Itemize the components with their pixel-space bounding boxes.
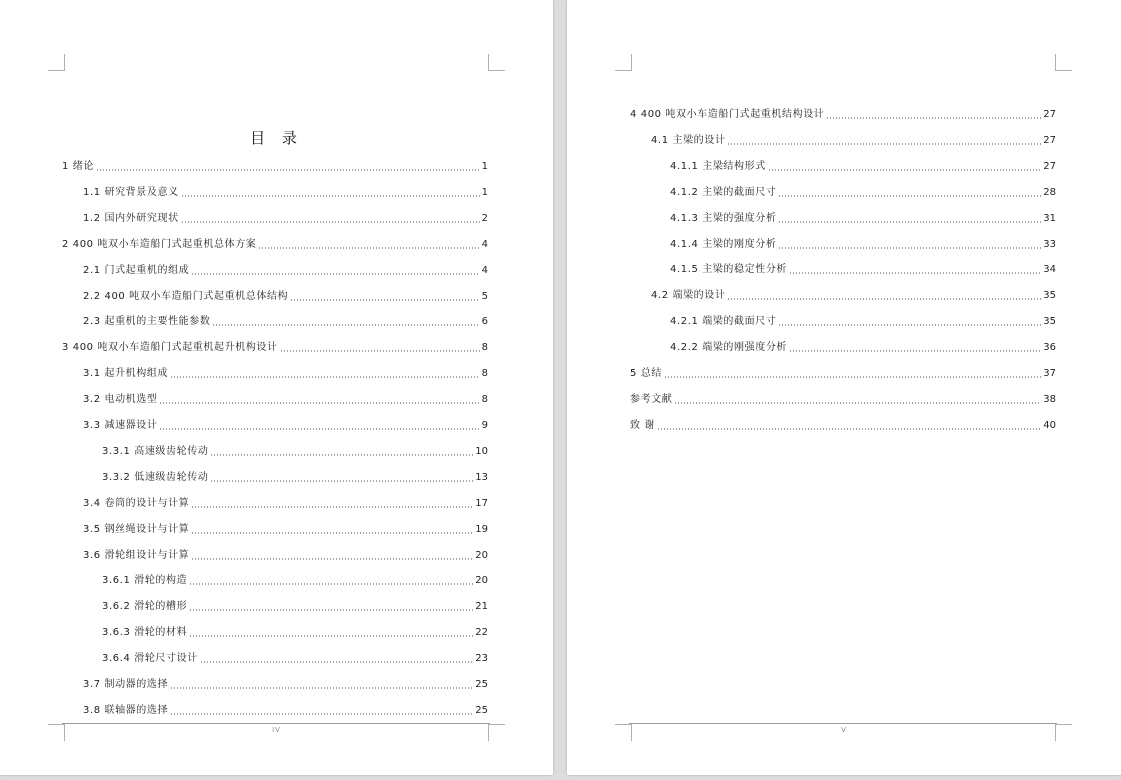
toc-leader-dots <box>189 635 473 637</box>
toc-leader-dots <box>778 324 1041 326</box>
toc-entry-label: 1 绪论 <box>62 161 94 172</box>
toc-entry[interactable] <box>102 445 488 459</box>
toc-entry[interactable] <box>62 238 488 252</box>
toc-entry-label: 4.1 主梁的设计 <box>651 134 726 146</box>
toc-entry[interactable] <box>83 290 488 304</box>
toc-entry-page: 22 <box>475 627 488 639</box>
toc-entry-label: 1.2 国内外研究现状 <box>83 212 179 224</box>
toc-entry[interactable] <box>630 367 1056 381</box>
toc-entry-page: 10 <box>475 445 488 457</box>
toc-leader-dots <box>210 454 473 456</box>
toc-entry-label: 参考文献 <box>630 393 673 405</box>
toc-entry-page: 35 <box>1043 290 1056 302</box>
toc-entry[interactable] <box>670 186 1056 200</box>
toc-leader-dots <box>191 273 479 275</box>
toc-entry[interactable] <box>83 393 488 407</box>
toc-entry-label: 4.1.5 主梁的稳定性分析 <box>670 264 788 276</box>
toc-entry[interactable] <box>670 315 1056 329</box>
toc-entry[interactable] <box>83 678 488 692</box>
toc-entry-page: 1 <box>481 186 488 198</box>
toc-entry[interactable] <box>102 652 488 666</box>
toc-entry[interactable] <box>83 367 488 381</box>
toc-entry-label: 3.6.3 滑轮的材料 <box>102 627 188 639</box>
toc-leader-dots <box>210 480 473 482</box>
toc-leader-dots <box>727 143 1041 145</box>
toc-entry-page: 37 <box>1043 368 1056 379</box>
toc-entry-page: 36 <box>1043 342 1056 354</box>
toc-leader-dots <box>159 428 479 430</box>
toc-entry-page: 27 <box>1043 109 1056 120</box>
toc-entry-page: 28 <box>1043 186 1056 198</box>
toc-entry-page: 40 <box>1043 419 1056 431</box>
toc-entry-page: 1 <box>481 161 488 172</box>
toc-entry-label: 3.8 联轴器的选择 <box>83 704 169 716</box>
toc-leader-dots <box>170 713 473 715</box>
toc-entry[interactable] <box>102 600 488 614</box>
toc-leader-dots <box>768 169 1041 171</box>
toc-entry-label: 4.2.2 端梁的刚强度分析 <box>670 342 788 354</box>
toc-entry-label: 3.6.2 滑轮的槽形 <box>102 601 188 613</box>
toc-entry[interactable] <box>62 341 488 355</box>
toc-entry[interactable] <box>670 238 1056 252</box>
page-number: IV <box>272 726 281 734</box>
toc-entry-page: 25 <box>475 679 488 690</box>
toc-entry-label: 3.4 卷筒的设计与计算 <box>83 497 190 509</box>
toc-leader-dots <box>191 506 473 508</box>
toc-entry-page: 35 <box>1043 316 1056 328</box>
page-corner-mark <box>488 54 505 71</box>
toc-entry-label: 3.7 制动器的选择 <box>83 679 169 690</box>
toc-entry[interactable] <box>83 186 488 200</box>
toc-leader-dots <box>657 428 1041 430</box>
toc-entry-page: 27 <box>1043 160 1056 172</box>
toc-entry-label: 2.3 起重机的主要性能参数 <box>83 316 211 328</box>
toc-entry-label: 3.2 电动机选型 <box>83 394 158 406</box>
toc-entry[interactable] <box>83 549 488 563</box>
footer-line <box>62 723 490 724</box>
toc-leader-dots <box>258 247 479 249</box>
toc-leader-dots <box>789 350 1041 352</box>
toc-leader-dots <box>200 661 473 663</box>
toc-entry-label: 2.2 400 吨双小车造船门式起重机总体结构 <box>83 290 289 302</box>
footer-line <box>629 723 1057 724</box>
toc-entry[interactable] <box>83 497 488 511</box>
toc-entry-page: 31 <box>1043 212 1056 224</box>
toc-entry-label: 2 400 吨双小车造船门式起重机总体方案 <box>62 238 257 250</box>
toc-entry-label: 3 400 吨双小车造船门式起重机起升机构设计 <box>62 342 278 354</box>
toc-leader-dots <box>159 402 479 404</box>
toc-entry-label: 3.3.2 低速级齿轮传动 <box>102 471 209 483</box>
toc-entry-page: 27 <box>1043 134 1056 146</box>
page-corner-mark <box>615 54 632 71</box>
document-page-right <box>567 0 1121 775</box>
toc-entry[interactable] <box>83 212 488 226</box>
toc-entry-label: 3.6.1 滑轮的构造 <box>102 575 188 587</box>
toc-entry-page: 4 <box>481 264 488 276</box>
toc-leader-dots <box>191 532 473 534</box>
document-page-left <box>0 0 553 775</box>
toc-title: 目 录 <box>250 129 303 147</box>
toc-leader-dots <box>212 324 479 326</box>
toc-entry[interactable] <box>102 471 488 485</box>
toc-leader-dots <box>181 221 480 223</box>
toc-entry-page: 20 <box>475 575 488 587</box>
toc-entry-label: 4.1.1 主梁结构形式 <box>670 160 766 172</box>
toc-entry-label: 3.6 滑轮组设计与计算 <box>83 549 190 561</box>
toc-entry-label: 4.2 端梁的设计 <box>651 290 726 302</box>
toc-leader-dots <box>789 272 1041 274</box>
toc-entry[interactable] <box>62 160 488 174</box>
toc-entry[interactable] <box>83 419 488 433</box>
toc-entry-page: 9 <box>481 420 488 431</box>
toc-entry[interactable] <box>651 134 1056 148</box>
toc-entry-label: 4.1.2 主梁的截面尺寸 <box>670 186 777 198</box>
toc-leader-dots <box>280 350 480 352</box>
toc-entry-label: 3.1 起升机构组成 <box>83 368 169 380</box>
toc-leader-dots <box>181 195 480 197</box>
toc-leader-dots <box>96 169 480 171</box>
page-corner-mark <box>1055 54 1072 71</box>
toc-entry-page: 33 <box>1043 238 1056 250</box>
toc-entry[interactable] <box>670 212 1056 226</box>
toc-entry[interactable] <box>83 315 488 329</box>
toc-entry-page: 8 <box>481 368 488 380</box>
toc-entry-page: 21 <box>475 601 488 613</box>
toc-entry[interactable] <box>630 108 1056 122</box>
toc-leader-dots <box>664 376 1041 378</box>
toc-entry-label: 2.1 门式起重机的组成 <box>83 264 190 276</box>
toc-entry[interactable] <box>630 419 1056 433</box>
toc-entry-label: 3.3.1 高速级齿轮传动 <box>102 445 209 457</box>
toc-entry-page: 5 <box>481 290 488 302</box>
toc-entry-label: 3.3 减速器设计 <box>83 420 158 431</box>
toc-entry-page: 34 <box>1043 264 1056 276</box>
toc-leader-dots <box>778 221 1041 223</box>
toc-entry-label: 3.6.4 滑轮尺寸设计 <box>102 653 198 665</box>
toc-leader-dots <box>778 247 1041 249</box>
toc-entry[interactable] <box>102 626 488 640</box>
toc-entry[interactable] <box>83 704 488 718</box>
toc-entry-label: 5 总结 <box>630 368 662 379</box>
toc-entry-page: 4 <box>481 238 488 250</box>
toc-leader-dots <box>189 583 473 585</box>
toc-entry[interactable] <box>670 160 1056 174</box>
toc-entry-label: 3.5 钢丝绳设计与计算 <box>83 523 190 535</box>
toc-entry[interactable] <box>83 523 488 537</box>
toc-entry-page: 25 <box>475 704 488 716</box>
toc-leader-dots <box>778 195 1041 197</box>
toc-entry[interactable] <box>670 341 1056 355</box>
toc-leader-dots <box>189 609 473 611</box>
toc-entry[interactable] <box>630 393 1056 407</box>
toc-entry-page: 20 <box>475 549 488 561</box>
toc-entry-label: 4 400 吨双小车造船门式起重机结构设计 <box>630 109 825 120</box>
toc-entry-page: 8 <box>481 342 488 354</box>
toc-leader-dots <box>170 687 473 689</box>
page-corner-mark <box>48 54 65 71</box>
toc-entry[interactable] <box>651 289 1056 303</box>
toc-entry-page: 8 <box>481 394 488 406</box>
toc-leader-dots <box>674 402 1041 404</box>
toc-entry-page: 23 <box>475 653 488 665</box>
page-number: V <box>841 726 847 734</box>
toc-entry-label: 4.2.1 端梁的截面尺寸 <box>670 316 777 328</box>
toc-entry-page: 6 <box>481 316 488 328</box>
toc-entry[interactable] <box>670 263 1056 277</box>
toc-entry-page: 2 <box>481 212 488 224</box>
toc-entry-label: 1.1 研究背景及意义 <box>83 186 179 198</box>
toc-leader-dots <box>191 558 473 560</box>
toc-entry-label: 致 谢 <box>630 419 655 431</box>
toc-leader-dots <box>727 298 1041 300</box>
toc-entry-label: 4.1.4 主梁的刚度分析 <box>670 238 777 250</box>
toc-entry[interactable] <box>83 264 488 278</box>
toc-entry-page: 19 <box>475 523 488 535</box>
toc-leader-dots <box>170 376 480 378</box>
toc-entry-page: 38 <box>1043 393 1056 405</box>
toc-leader-dots <box>826 117 1041 119</box>
toc-leader-dots <box>290 299 479 301</box>
toc-entry[interactable] <box>102 574 488 588</box>
toc-entry-page: 13 <box>475 471 488 483</box>
toc-entry-page: 17 <box>475 497 488 509</box>
toc-entry-label: 4.1.3 主梁的强度分析 <box>670 212 777 224</box>
